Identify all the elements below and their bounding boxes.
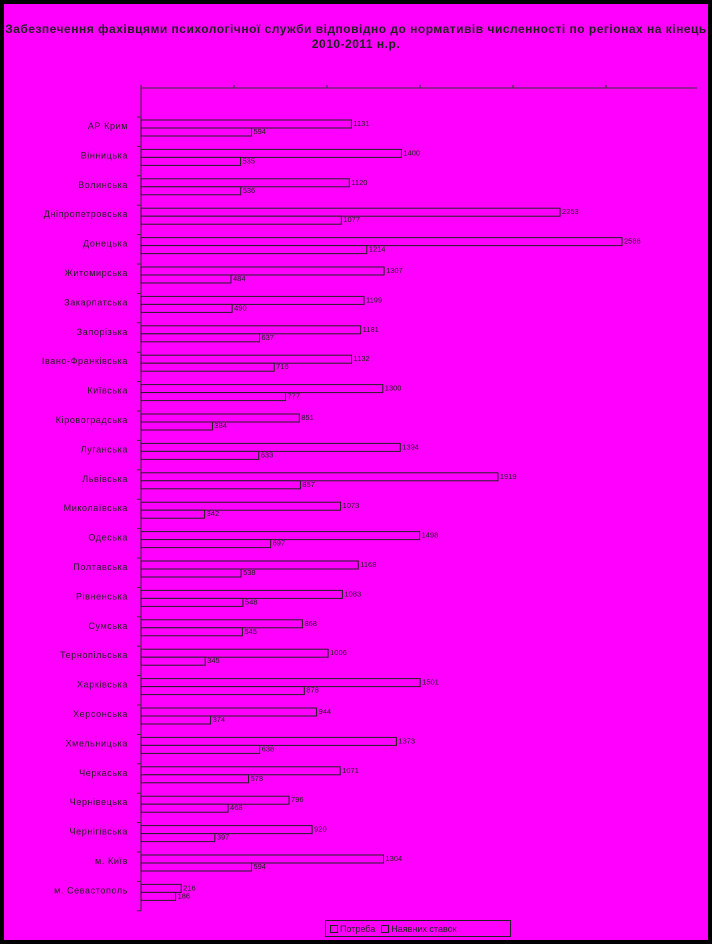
category-label: Одеська [88,532,128,543]
data-label-need: 1400 [403,148,421,158]
bar-need [141,884,181,892]
bar-available [141,422,212,430]
bar-need [141,590,342,598]
bar-need [141,679,420,687]
category-label: Львівська [82,473,128,484]
category-label: Вінницька [80,150,128,161]
bar-available [141,481,300,489]
category-label: Чернівецька [69,797,128,808]
category-label: Дніпропетровська [43,209,128,220]
bar-available [141,510,205,518]
bar-available [141,363,274,371]
bar-available [141,275,231,283]
data-label-need: 1498 [421,530,439,540]
data-label-need: 1083 [344,589,362,599]
data-label-available: 374 [212,715,226,724]
data-label-need: 1071 [342,765,359,775]
category-label: Чернігівська [69,826,128,837]
data-label-need: 851 [301,413,314,422]
data-label-available: 548 [244,597,258,607]
category-label: АР Крим [87,121,128,131]
bar-available [141,569,241,577]
bar-need [141,355,352,363]
data-label-need: 1131 [353,119,370,128]
legend-swatch-available [381,925,389,933]
bar-need [141,796,289,804]
bar-available [141,216,341,224]
data-label-available: 594 [253,127,266,136]
data-label-available: 1077 [343,215,361,225]
data-label-need: 1304 [385,854,403,863]
data-label-need: 2253 [562,207,579,217]
data-label-need: 1394 [402,442,419,452]
data-label-available: 384 [214,421,227,430]
data-label-available: 716 [276,362,289,372]
bar-need [141,267,384,275]
legend-item-need [330,924,375,934]
category-label: Харківська [77,679,128,690]
bar-need [141,620,302,628]
bar-available [141,246,367,254]
data-label-available: 535 [242,156,256,166]
data-label-available: 536 [242,185,256,195]
bar-need [141,502,341,510]
data-label-need: 1373 [398,736,416,746]
category-label: Полтавська [73,562,128,572]
data-label-need: 1168 [360,560,377,569]
data-label-need: 920 [314,824,327,834]
bar-available [141,628,242,636]
category-label: Київська [87,385,128,396]
bar-available [141,863,251,871]
data-label-available: 777 [287,391,301,401]
data-label-need: 216 [183,883,196,893]
data-label-need: 1300 [384,383,402,393]
data-label-available: 594 [253,862,266,871]
bar-available [141,128,251,136]
bar-need [141,296,364,304]
chart-title: Забезпечення фахівцями психологічної служби відповідно до нормативів численності по регіонах на кінець 2010-2011 н.р. [5,22,707,51]
bar-available [141,657,205,665]
data-label-need: 1307 [386,266,403,275]
data-label-need: 2586 [623,236,641,246]
bar-need [141,767,340,775]
legend-item-available [381,924,456,934]
data-label-available: 397 [216,832,230,842]
data-label-available: 637 [261,332,274,342]
data-label-available: 345 [207,656,220,666]
category-label: Миколаївська [63,503,128,514]
bar-need [141,385,383,393]
data-label-need: 1073 [342,501,360,511]
data-label-available: 633 [260,450,274,460]
data-label-available: 468 [230,803,243,813]
data-label-need: 1919 [499,471,517,481]
data-label-available: 878 [306,685,319,695]
bar-available [141,804,228,812]
bar-available [141,687,304,695]
data-label-need: 1181 [362,324,379,334]
category-label: Черкаська [79,767,128,778]
bar-need [141,649,328,657]
data-label-available: 484 [233,274,246,283]
data-label-available: 697 [272,538,286,548]
bar-available [141,540,271,548]
bar-need [141,149,401,157]
data-label-need: 1006 [330,648,347,658]
category-label: Житомирська [64,268,128,278]
data-label-need: 1132 [353,354,370,364]
bar-available [141,834,215,842]
bar-available [141,451,259,459]
bar-available [141,157,241,165]
data-label-need: 944 [318,707,332,716]
data-label-need: 1120 [351,177,368,187]
category-label: Тернопільська [60,650,128,661]
data-label-need: 796 [291,795,304,805]
data-label-available: 638 [261,744,275,754]
bar-available [141,393,286,401]
category-label: Луганська [80,444,128,455]
data-label-available: 578 [250,773,264,783]
category-label: Сумська [88,620,128,631]
category-label: Закарпатська [64,297,128,308]
category-label: м. Київ [95,856,128,866]
legend-label-need: Потреба [340,923,376,934]
category-label: Івано-Франківська [41,356,128,367]
bar-available [141,775,249,783]
bar-available [141,892,176,900]
data-label-available: 490 [234,303,247,313]
category-label: Запорізька [76,326,128,337]
bar-available [141,334,259,342]
data-label-available: 545 [244,626,257,636]
data-label-need: 1501 [422,677,439,687]
bar-available [141,187,241,195]
data-label-available: 857 [302,479,315,489]
bar-need [141,708,317,716]
data-label-available: 1214 [368,244,386,254]
category-label: Рівненська [75,591,128,602]
category-label: Кіровоградська [55,415,128,425]
bar-available [141,598,243,606]
data-label-need: 1199 [366,295,383,305]
bar-need [141,473,498,481]
category-label: м. Севастополь [54,885,128,896]
bar-available [141,304,232,312]
category-label: Хмельницька [65,738,128,749]
legend [325,920,511,937]
category-label: Донецька [83,238,128,249]
data-label-available: 538 [243,568,256,577]
category-label: Волинська [78,179,128,190]
data-label-available: 186 [177,891,191,901]
data-label-available: 342 [206,509,220,519]
bar-available [141,745,260,753]
data-label-need: 868 [304,618,317,628]
bar-need [141,120,351,128]
legend-label-available: Наявних ставок [391,923,457,934]
legend-swatch-need [330,925,338,933]
bar-available [141,716,211,724]
bar-need [141,326,361,334]
category-label: Херсонська [73,709,128,719]
